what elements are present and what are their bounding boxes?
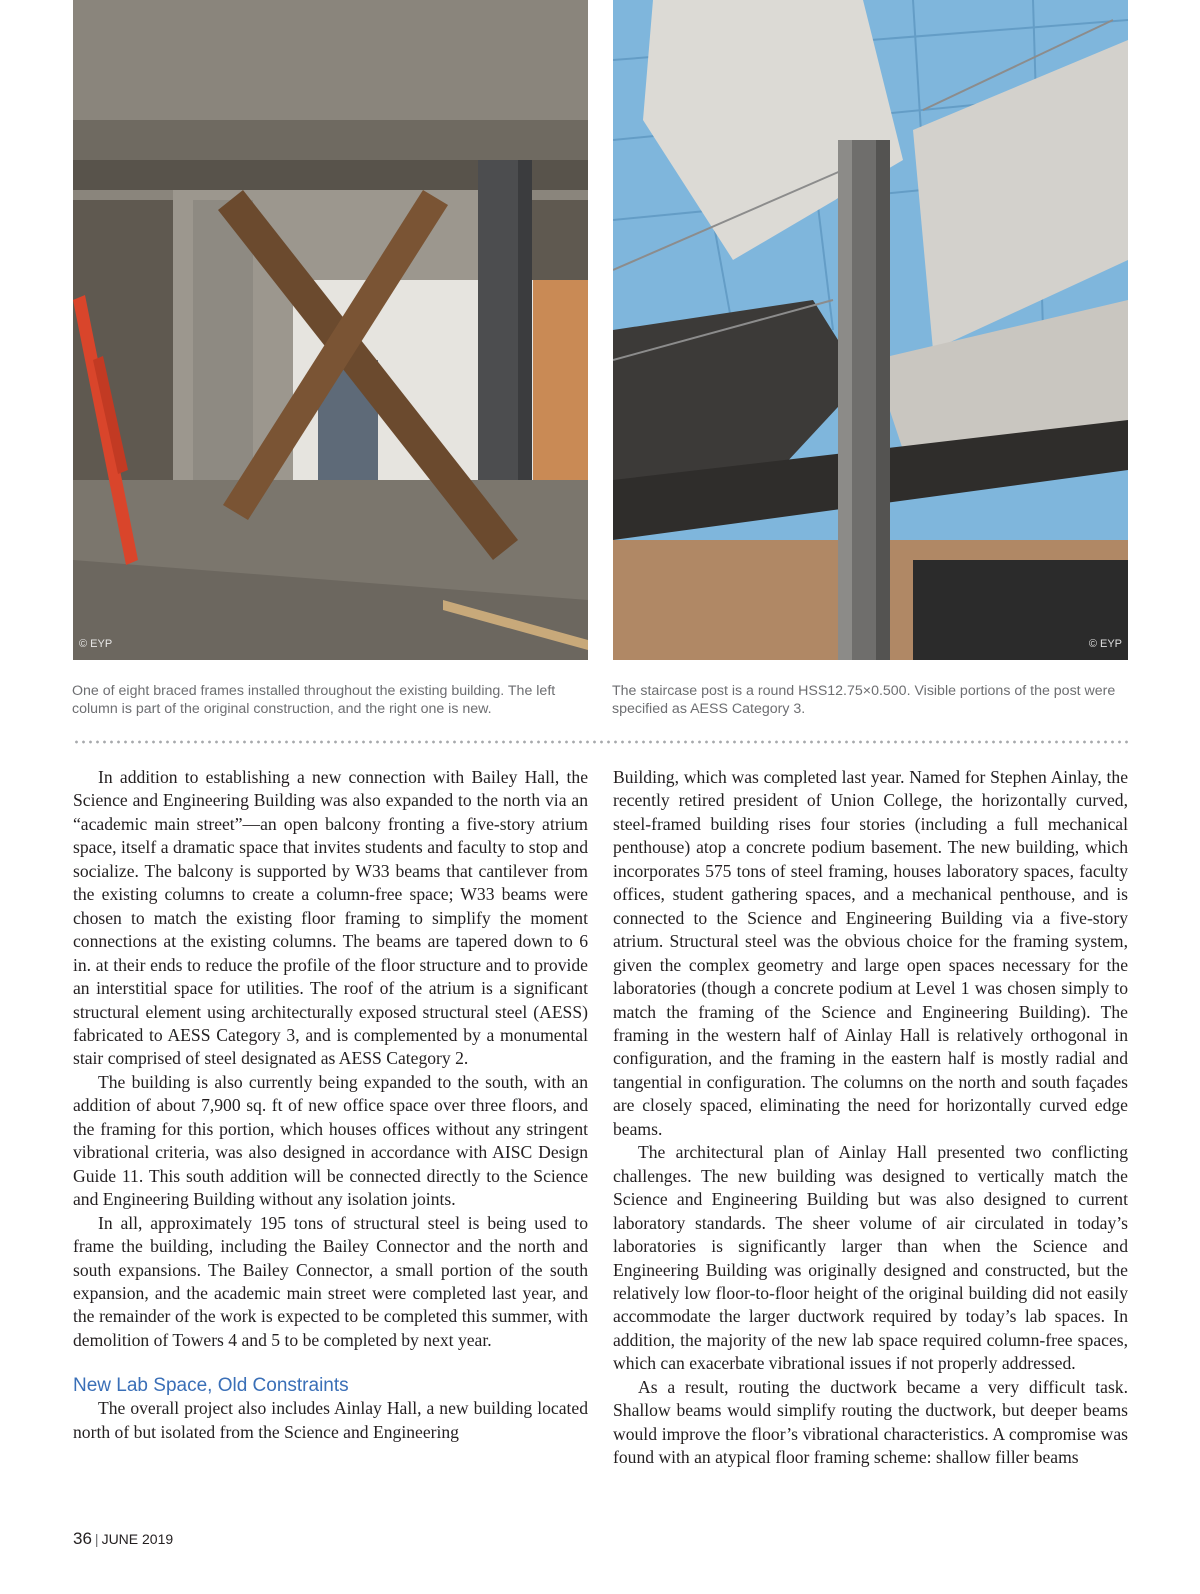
staircase-illustration (613, 0, 1128, 660)
body-paragraph-continued: Building, which was completed last year. Named for Stephen Ainlay, the recently retired president of Union College, the horizontally curved, steel-framed building rises four stories (including a full mechanical penthouse) atop a concrete podium basement. The new building, which incorporates 575 tons of steel framing, houses laboratory spaces, faculty offices, student gathering spaces, and a mechanical penthouse, and is connected to the Science and Engineering Building via a five-story atrium. Structural steel was the obvious choice for the framing system, given the complex geometry and large open spaces necessary for the laboratories (though a concrete podium at Level 1 was chosen simply to match the framing of the Science and Engineering Building). The framing in the western half of Ainlay Hall is relatively orthogonal in configuration, and the framing in the eastern half is mostly radial and tangential in configuration. The columns on the north and south façades are closely spaced, eliminating the need for horizontally curved edge beams. (613, 767, 1128, 1139)
photo-credit: © EYP (1088, 638, 1122, 650)
article-column-left (73, 766, 588, 1444)
photo-braced-frame (73, 0, 588, 660)
body-paragraph: The overall project also includes Ainlay Hall, a new building located north of but isolated from the Science and Engineering (73, 1398, 588, 1442)
page-number: 36 (73, 1529, 92, 1548)
footer-separator: | (94, 1531, 99, 1547)
body-paragraph: The building is also currently being expanded to the south, with an addition of about 7,900 sq. ft of new office space over three floors, and the framing for this portion, which houses offices without any stringent vibrational criteria, was also designed in accordance with AISC Design Guide 11. This south addition will be connected directly to the Science and Engineering Building without any isolation joints. (73, 1071, 588, 1210)
caption-staircase-post: The staircase post is a round HSS12.75×0.500. Visible portions of the post were specified as AESS Category 3. (612, 683, 1116, 717)
article-column-right (613, 766, 1128, 1470)
section-subhead: New Lab Space, Old Constraints (73, 1375, 349, 1397)
photo-credit: © EYP (79, 638, 113, 650)
body-paragraph: The architectural plan of Ainlay Hall presented two conflicting challenges. The new building was designed to vertically match the Science and Engineering Building but was also designed to current laboratory standards. The sheer volume of air circulated in today’s laboratories is significantly larger than when the Science and Engineering Building was originally designed and constructed, but the relatively low floor-to-floor height of the original building did not easily accommodate the larger ductwork required by today’s lab spaces. In addition, the majority of the new lab space required column-free spaces, which can exacerbate vibrational issues if not properly addressed. (613, 1142, 1128, 1374)
body-paragraph: In addition to establishing a new connection with Bailey Hall, the Science and Engineering Building was also expanded to the north via an “academic main street”—an open balcony fronting a five-story atrium space, itself a dramatic space that invites students and faculty to stop and socialize. The balcony is supported by W33 beams that cantilever from the existing columns to create a column-free space; W33 beams were chosen to match the existing floor framing to simplify the moment connections at the existing columns. The beams are tapered down to 6 in. at their ends to reduce the profile of the floor structure and to provide an interstitial space for utilities. The roof of the atrium is a significant structural element using architecturally exposed structural steel (AESS) fabricated to AESS Category 3, and is complemented by a monumental stair comprised of steel designated as AESS Category 2. (73, 767, 588, 1069)
body-paragraph: As a result, routing the ductwork became a very difficult task. Shallow beams would simplify routing the ductwork, but deeper beams would improve the floor’s vibrational characteristics. A compromise was found with an atypical floor framing scheme: shallow filler beams (613, 1376, 1128, 1468)
body-paragraph: In all, approximately 195 tons of structural steel is being used to frame the building, including the Bailey Connector and the north and south expansions. The Bailey Connector, a small portion of the south expansion, and the academic main street were completed last year, and the remainder of the work is expected to be completed this summer, with demolition of Towers 4 and 5 to be completed by next year. (73, 1212, 588, 1350)
braced-frame-illustration (73, 0, 588, 660)
photo-staircase-post (613, 0, 1128, 660)
issue-date: JUNE 2019 (101, 1531, 174, 1547)
page-footer (73, 1529, 173, 1549)
dotted-divider (73, 740, 1128, 744)
caption-braced-frame: One of eight braced frames installed throughout the existing building. The left column is part of the original construction, and the right one is new. (72, 683, 556, 717)
